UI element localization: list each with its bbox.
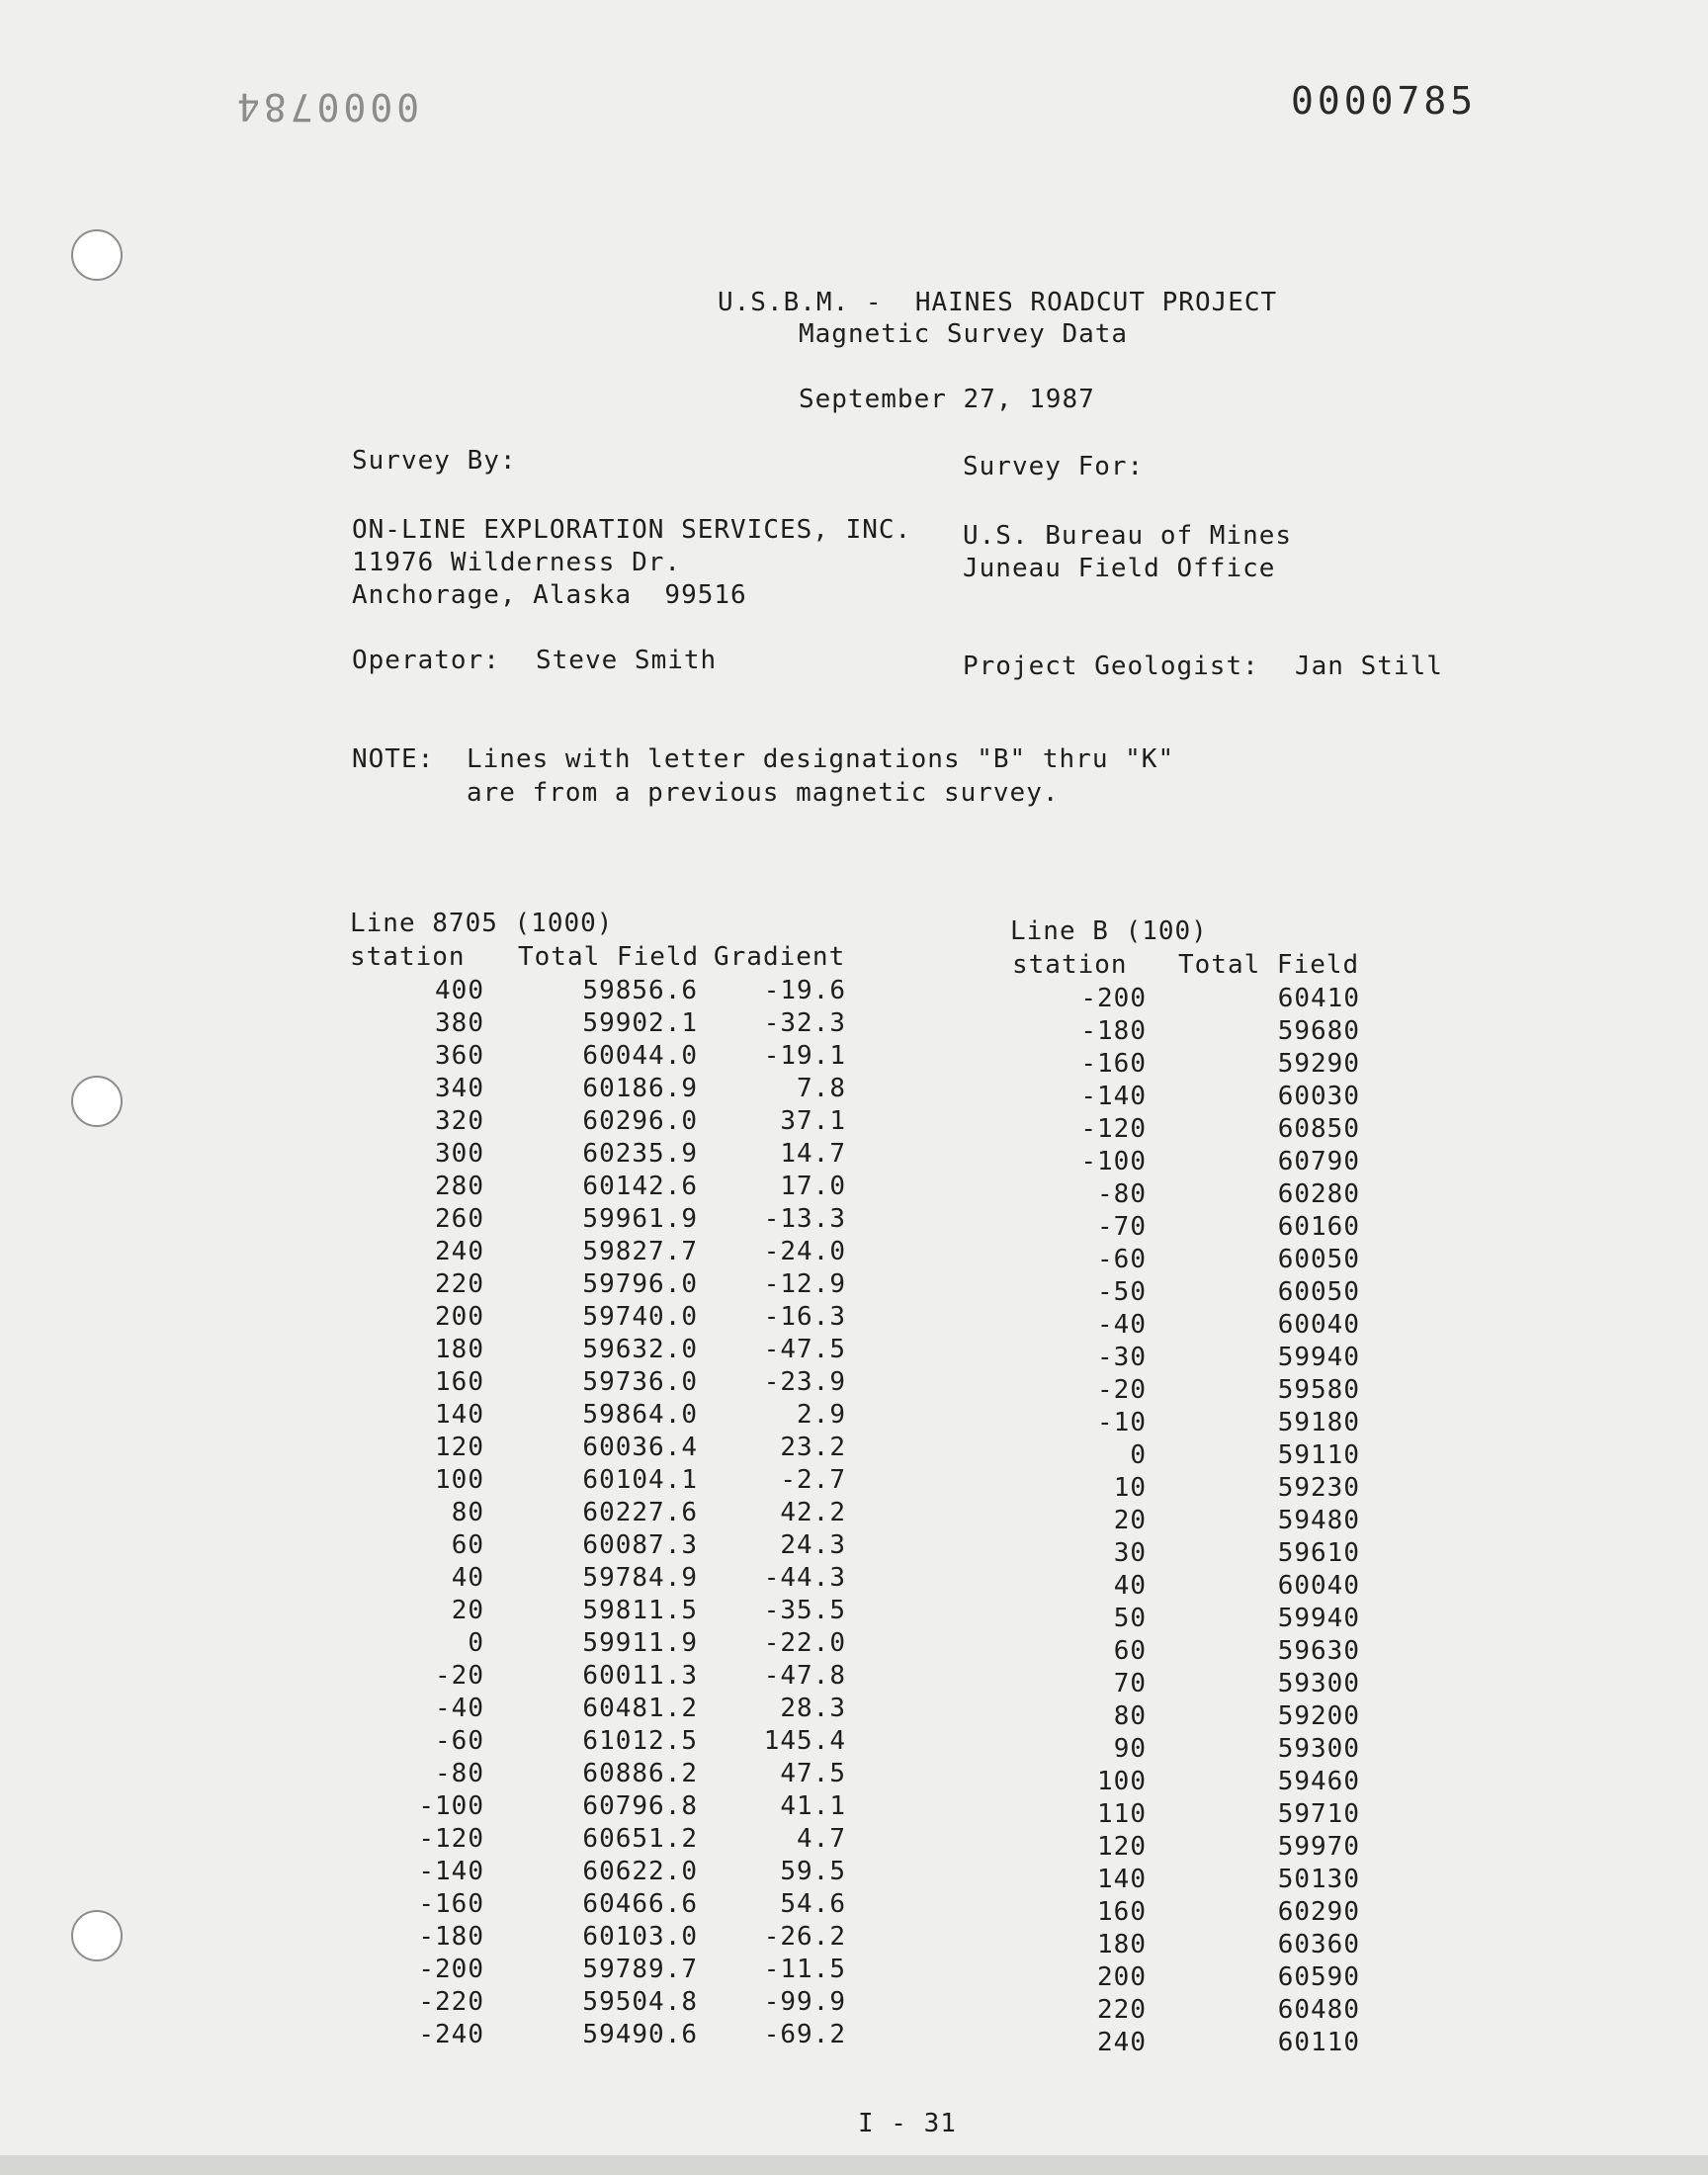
upside-down-doc-stamp: 0000784: [233, 85, 420, 129]
line-8705-station-cell: 200: [435, 1302, 484, 1332]
line-8705-station-cell: 300: [435, 1139, 484, 1169]
geologist-label: Project Geologist:: [963, 652, 1259, 681]
line-b-station-cell: 80: [1113, 1701, 1147, 1731]
line-8705-station-cell: 280: [435, 1172, 484, 1201]
client-office: Juneau Field Office: [963, 554, 1276, 583]
line-b-title: Line B (100): [1010, 916, 1208, 946]
line-b-total-field-cell: 59940: [1277, 1604, 1360, 1633]
line-8705-total-field-cell: 59736.0: [582, 1367, 698, 1397]
survey-for-label: Survey For:: [963, 452, 1145, 481]
line-b-station-cell: -30: [1097, 1343, 1147, 1372]
line-b-total-field-cell: 50130: [1277, 1865, 1360, 1894]
line-b-row: [0, 1831, 1708, 1864]
line-b-station-cell: 20: [1113, 1506, 1147, 1535]
line-8705-total-field-cell: 60142.6: [582, 1172, 698, 1201]
line-8705-total-field-cell: 60235.9: [582, 1139, 698, 1169]
line-b-row: [0, 1342, 1708, 1374]
line-8705-gradient-cell: -99.9: [763, 1987, 846, 2017]
line-b-total-field-cell: 60050: [1277, 1245, 1360, 1274]
line-b-total-field-cell: 60050: [1277, 1277, 1360, 1307]
line-8705-total-field-cell: 59961.9: [582, 1204, 698, 1234]
line-b-row: [0, 1244, 1708, 1276]
note-line-1: Lines with letter designations "B" thru "K": [467, 744, 1175, 774]
line-b-station-cell: 10: [1113, 1473, 1147, 1503]
line-b-total-field-cell: 59630: [1277, 1636, 1360, 1666]
line-8705-station-cell: 380: [435, 1008, 484, 1038]
line-b-station-cell: -20: [1097, 1375, 1147, 1405]
line-8705-gradient-cell: 41.1: [780, 1791, 846, 1821]
line-8705-station-cell: 260: [435, 1204, 484, 1234]
line-8705-station-cell: -240: [418, 2020, 484, 2049]
line-8705-gradient-cell: -44.3: [763, 1563, 846, 1593]
line-b-station-cell: 30: [1113, 1538, 1147, 1568]
line-b-row: [0, 1472, 1708, 1505]
line-b-total-field-cell: 60850: [1277, 1114, 1360, 1144]
company-address-1: 11976 Wilderness Dr.: [352, 548, 682, 577]
line-8705-total-field-cell: 60651.2: [582, 1824, 698, 1854]
line-b-station-cell: 50: [1113, 1604, 1147, 1633]
document-date: September 27, 1987: [799, 385, 1095, 414]
line-8705-total-field-cell: 59856.6: [582, 976, 698, 1005]
line-b-row: [0, 1570, 1708, 1603]
line-b-total-field-cell: 59460: [1277, 1767, 1360, 1796]
line-b-row: [0, 1439, 1708, 1472]
line-b-row: [0, 1211, 1708, 1244]
line-8705-gradient-cell: 17.0: [780, 1172, 846, 1201]
line-b-row: [0, 1178, 1708, 1211]
line-8705-station-cell: 100: [435, 1465, 484, 1495]
line-8705-title: Line 8705 (1000): [350, 909, 614, 938]
line-8705-total-field-cell: 60087.3: [582, 1530, 698, 1560]
line-b-station-cell: -200: [1080, 984, 1147, 1013]
line-b-total-field-cell: 60030: [1277, 1082, 1360, 1111]
line-b-table: [0, 983, 1708, 2059]
line-8705-total-field-cell: 60186.9: [582, 1074, 698, 1103]
line-b-header-station: station: [1012, 950, 1128, 980]
line-b-row: [0, 1929, 1708, 1961]
line-8705-total-field-cell: 59902.1: [582, 1008, 698, 1038]
line-b-total-field-cell: 60590: [1277, 1962, 1360, 1992]
line-8705-total-field-cell: 60796.8: [582, 1791, 698, 1821]
line-b-row: [0, 1864, 1708, 1896]
line-b-total-field-cell: 59300: [1277, 1734, 1360, 1764]
line-8705-station-cell: 60: [451, 1530, 484, 1560]
client-org: U.S. Bureau of Mines: [963, 521, 1293, 551]
line-b-header-total-field: Total Field: [1178, 950, 1360, 980]
line-b-total-field-cell: 59110: [1277, 1440, 1360, 1470]
line-b-total-field-cell: 59940: [1277, 1343, 1360, 1372]
line-b-station-cell: -40: [1097, 1310, 1147, 1340]
line-b-total-field-cell: 59970: [1277, 1832, 1360, 1862]
page-bottom-edge: [0, 2155, 1708, 2175]
line-8705-gradient-cell: -19.6: [763, 976, 846, 1005]
line-8705-gradient-cell: -19.1: [763, 1041, 846, 1071]
line-b-station-cell: -60: [1097, 1245, 1147, 1274]
line-b-row: [0, 1668, 1708, 1700]
line-b-station-cell: 70: [1113, 1669, 1147, 1698]
line-b-station-cell: -180: [1080, 1016, 1147, 1046]
line-8705-total-field-cell: 60296.0: [582, 1106, 698, 1136]
line-b-total-field-cell: 59290: [1277, 1049, 1360, 1079]
line-b-station-cell: -120: [1080, 1114, 1147, 1144]
document-title: U.S.B.M. - HAINES ROADCUT PROJECT: [718, 288, 1278, 317]
line-8705-gradient-cell: 4.7: [797, 1824, 846, 1854]
line-8705-station-cell: 340: [435, 1074, 484, 1103]
line-8705-station-cell: -100: [418, 1791, 484, 1821]
line-8705-gradient-cell: -47.8: [763, 1661, 846, 1691]
line-b-station-cell: -140: [1080, 1082, 1147, 1111]
line-b-total-field-cell: 60280: [1277, 1179, 1360, 1209]
line-8705-total-field-cell: 60466.6: [582, 1889, 698, 1919]
line-8705-station-cell: -20: [435, 1661, 484, 1691]
line-b-row: [0, 1015, 1708, 1048]
line-b-station-cell: -100: [1080, 1147, 1147, 1176]
line-8705-station-cell: 400: [435, 976, 484, 1005]
operator-name: Steve Smith: [536, 646, 718, 675]
line-b-station-cell: 180: [1097, 1930, 1147, 1959]
line-b-total-field-cell: 60410: [1277, 984, 1360, 1013]
line-b-row: [0, 1048, 1708, 1081]
line-b-station-cell: 40: [1113, 1571, 1147, 1601]
line-8705-total-field-cell: 60044.0: [582, 1041, 698, 1071]
line-b-row: [0, 1407, 1708, 1439]
line-8705-gradient-cell: -69.2: [763, 2020, 846, 2049]
line-8705-gradient-cell: -2.7: [780, 1465, 846, 1495]
line-b-station-cell: 220: [1097, 1995, 1147, 2025]
line-8705-gradient-cell: 7.8: [797, 1074, 846, 1103]
line-8705-gradient-cell: 54.6: [780, 1889, 846, 1919]
line-8705-total-field-cell: 59740.0: [582, 1302, 698, 1332]
line-8705-gradient-cell: -26.2: [763, 1922, 846, 1952]
line-8705-station-cell: 20: [451, 1596, 484, 1625]
line-8705-station-cell: -60: [435, 1726, 484, 1756]
document-subtitle: Magnetic Survey Data: [799, 319, 1129, 349]
line-8705-header-total-field: Total Field: [518, 942, 700, 972]
line-b-station-cell: 100: [1097, 1767, 1147, 1796]
line-b-total-field-cell: 59300: [1277, 1669, 1360, 1698]
line-b-station-cell: 0: [1130, 1440, 1147, 1470]
line-b-total-field-cell: 59230: [1277, 1473, 1360, 1503]
line-8705-station-cell: -120: [418, 1824, 484, 1854]
line-8705-gradient-cell: -12.9: [763, 1269, 846, 1299]
line-b-total-field-cell: 59480: [1277, 1506, 1360, 1535]
line-8705-station-cell: 120: [435, 1433, 484, 1462]
line-8705-header-station: station: [350, 942, 466, 972]
line-8705-total-field-cell: 59811.5: [582, 1596, 698, 1625]
line-8705-station-cell: 0: [468, 1628, 484, 1658]
line-b-station-cell: 120: [1097, 1832, 1147, 1862]
line-b-station-cell: -10: [1097, 1408, 1147, 1437]
line-8705-gradient-cell: 37.1: [780, 1106, 846, 1136]
line-b-row: [0, 1505, 1708, 1537]
line-8705-total-field-cell: 59504.8: [582, 1987, 698, 2017]
line-8705-total-field-cell: 59827.7: [582, 1237, 698, 1266]
line-8705-station-cell: -200: [418, 1955, 484, 1984]
note-line-2: are from a previous magnetic survey.: [467, 778, 1060, 808]
binder-hole-top: [71, 229, 123, 281]
line-b-row: [0, 1309, 1708, 1342]
line-8705-gradient-cell: 28.3: [780, 1694, 846, 1723]
line-8705-station-cell: 240: [435, 1237, 484, 1266]
line-8705-station-cell: -180: [418, 1922, 484, 1952]
line-8705-total-field-cell: 60886.2: [582, 1759, 698, 1788]
line-8705-gradient-cell: -32.3: [763, 1008, 846, 1038]
line-b-row: [0, 1081, 1708, 1113]
line-b-total-field-cell: 59710: [1277, 1799, 1360, 1829]
line-8705-total-field-cell: 61012.5: [582, 1726, 698, 1756]
line-b-total-field-cell: 60290: [1277, 1897, 1360, 1927]
company-name: ON-LINE EXPLORATION SERVICES, INC.: [352, 515, 912, 545]
line-8705-gradient-cell: -11.5: [763, 1955, 846, 1984]
line-b-total-field-cell: 60110: [1277, 2028, 1360, 2057]
line-8705-total-field-cell: 60227.6: [582, 1498, 698, 1527]
line-8705-station-cell: 40: [451, 1563, 484, 1593]
line-8705-gradient-cell: 2.9: [797, 1400, 846, 1430]
line-b-total-field-cell: 60360: [1277, 1930, 1360, 1959]
line-b-row: [0, 983, 1708, 1015]
line-b-station-cell: -80: [1097, 1179, 1147, 1209]
line-b-total-field-cell: 59580: [1277, 1375, 1360, 1405]
operator-label: Operator:: [352, 646, 500, 675]
line-b-station-cell: -50: [1097, 1277, 1147, 1307]
line-8705-station-cell: 320: [435, 1106, 484, 1136]
line-b-total-field-cell: 59200: [1277, 1701, 1360, 1731]
doc-number-stamp: 0000785: [1291, 79, 1478, 123]
line-8705-total-field-cell: 59632.0: [582, 1335, 698, 1364]
line-b-station-cell: 90: [1113, 1734, 1147, 1764]
line-8705-station-cell: 80: [451, 1498, 484, 1527]
line-b-total-field-cell: 60040: [1277, 1310, 1360, 1340]
line-8705-total-field-cell: 59864.0: [582, 1400, 698, 1430]
line-8705-gradient-cell: 24.3: [780, 1530, 846, 1560]
line-b-station-cell: 60: [1113, 1636, 1147, 1666]
line-8705-gradient-cell: -47.5: [763, 1335, 846, 1364]
line-8705-station-cell: -40: [435, 1694, 484, 1723]
line-8705-station-cell: 180: [435, 1335, 484, 1364]
line-b-row: [0, 1603, 1708, 1635]
line-8705-station-cell: 220: [435, 1269, 484, 1299]
line-b-row: [0, 1635, 1708, 1668]
line-8705-gradient-cell: -13.3: [763, 1204, 846, 1234]
line-b-total-field-cell: 59180: [1277, 1408, 1360, 1437]
line-8705-gradient-cell: 145.4: [763, 1726, 846, 1756]
line-b-station-cell: 200: [1097, 1962, 1147, 1992]
line-8705-header-gradient: Gradient: [714, 942, 846, 972]
line-b-station-cell: 140: [1097, 1865, 1147, 1894]
line-8705-gradient-cell: -35.5: [763, 1596, 846, 1625]
line-b-total-field-cell: 60480: [1277, 1995, 1360, 2025]
line-8705-station-cell: 360: [435, 1041, 484, 1071]
line-8705-total-field-cell: 59784.9: [582, 1563, 698, 1593]
line-8705-gradient-cell: -24.0: [763, 1237, 846, 1266]
line-b-total-field-cell: 59610: [1277, 1538, 1360, 1568]
line-8705-total-field-cell: 60104.1: [582, 1465, 698, 1495]
line-b-row: [0, 2027, 1708, 2059]
line-8705-gradient-cell: -23.9: [763, 1367, 846, 1397]
line-8705-gradient-cell: 14.7: [780, 1139, 846, 1169]
line-b-row: [0, 1146, 1708, 1178]
survey-by-label: Survey By:: [352, 446, 517, 476]
line-b-row: [0, 1994, 1708, 2027]
line-b-row: [0, 1276, 1708, 1309]
line-8705-total-field-cell: 60481.2: [582, 1694, 698, 1723]
line-b-row: [0, 1374, 1708, 1407]
line-b-row: [0, 1700, 1708, 1733]
line-8705-station-cell: -80: [435, 1759, 484, 1788]
note-label: NOTE:: [352, 744, 435, 774]
line-8705-total-field-cell: 59490.6: [582, 2020, 698, 2049]
line-b-station-cell: 160: [1097, 1897, 1147, 1927]
line-b-station-cell: -70: [1097, 1212, 1147, 1242]
line-b-row: [0, 1961, 1708, 1994]
line-b-row: [0, 1896, 1708, 1929]
line-8705-total-field-cell: 60036.4: [582, 1433, 698, 1462]
line-b-total-field-cell: 59680: [1277, 1016, 1360, 1046]
line-b-station-cell: 110: [1097, 1799, 1147, 1829]
page-number: I - 31: [858, 2109, 957, 2138]
company-address-2: Anchorage, Alaska 99516: [352, 580, 747, 610]
line-8705-total-field-cell: 59911.9: [582, 1628, 698, 1658]
line-b-total-field-cell: 60790: [1277, 1147, 1360, 1176]
line-8705-station-cell: -140: [418, 1857, 484, 1886]
line-b-row: [0, 1537, 1708, 1570]
line-8705-station-cell: 160: [435, 1367, 484, 1397]
line-b-station-cell: -160: [1080, 1049, 1147, 1079]
line-8705-station-cell: 140: [435, 1400, 484, 1430]
line-8705-gradient-cell: 59.5: [780, 1857, 846, 1886]
line-8705-total-field-cell: 59796.0: [582, 1269, 698, 1299]
line-8705-total-field-cell: 59789.7: [582, 1955, 698, 1984]
line-b-row: [0, 1113, 1708, 1146]
line-b-row: [0, 1766, 1708, 1798]
line-8705-gradient-cell: -16.3: [763, 1302, 846, 1332]
line-b-row: [0, 1798, 1708, 1831]
line-8705-total-field-cell: 60011.3: [582, 1661, 698, 1691]
line-8705-station-cell: -160: [418, 1889, 484, 1919]
line-8705-total-field-cell: 60622.0: [582, 1857, 698, 1886]
line-b-total-field-cell: 60160: [1277, 1212, 1360, 1242]
line-b-station-cell: 240: [1097, 2028, 1147, 2057]
line-8705-total-field-cell: 60103.0: [582, 1922, 698, 1952]
line-8705-gradient-cell: -22.0: [763, 1628, 846, 1658]
line-b-total-field-cell: 60040: [1277, 1571, 1360, 1601]
line-b-row: [0, 1733, 1708, 1766]
geologist-name: Jan Still: [1295, 652, 1443, 681]
line-8705-gradient-cell: 47.5: [780, 1759, 846, 1788]
line-8705-gradient-cell: 23.2: [780, 1433, 846, 1462]
line-8705-station-cell: -220: [418, 1987, 484, 2017]
line-8705-gradient-cell: 42.2: [780, 1498, 846, 1527]
